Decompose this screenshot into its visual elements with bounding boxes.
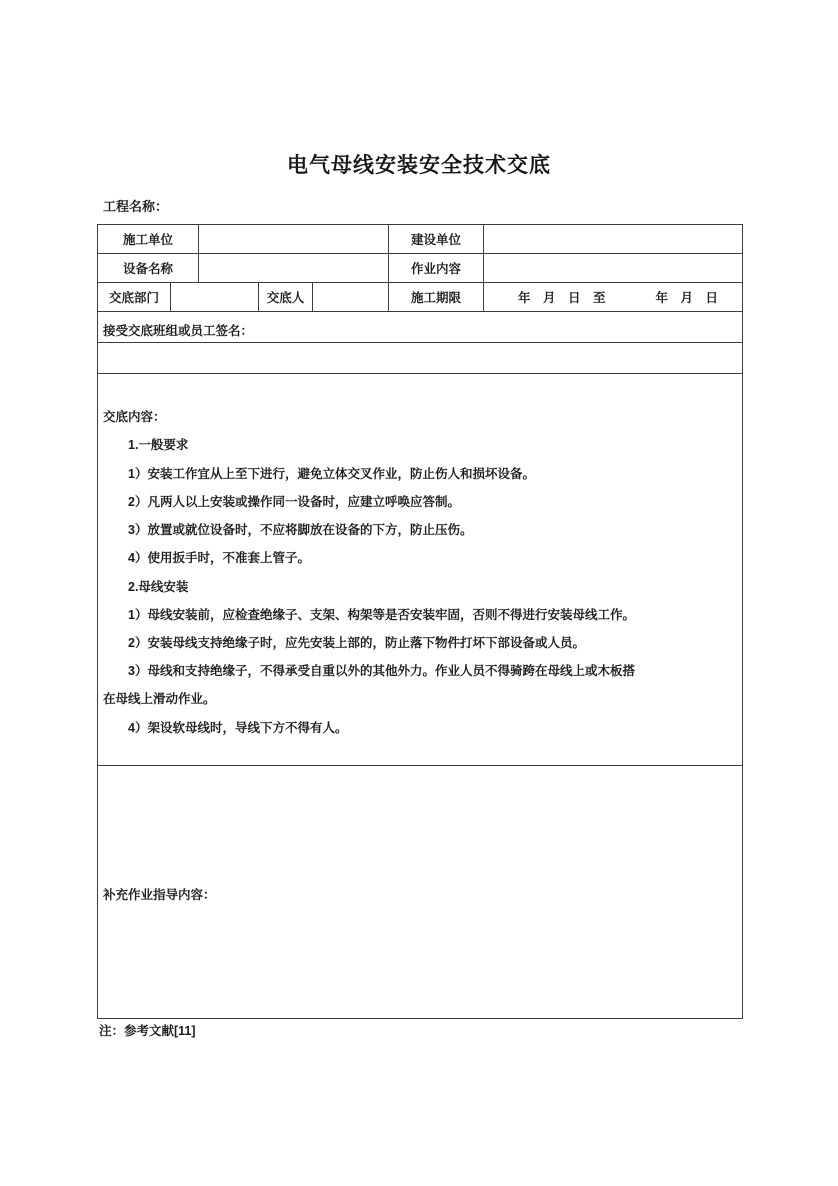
- disclosure-line: 4）架设软母线时，导线下方不得有人。: [128, 720, 348, 735]
- construction-unit-label: 施工单位: [98, 225, 199, 254]
- disclosure-line: 3）母线和支持绝缘子，不得承受自重以外的其他外力。作业人员不得骑跨在母线上或木板搭: [128, 664, 635, 679]
- disclosure-dept-label: 交底部门: [98, 283, 171, 312]
- disclosure-line: 在母线上滑动作业。: [103, 692, 216, 707]
- construction-period-label: 施工期限: [389, 283, 484, 312]
- disclosure-content-header: 交底内容：: [103, 410, 166, 425]
- equipment-name-label: 设备名称: [98, 254, 199, 283]
- disclosure-line: 2）凡两人以上安装或操作同一设备时，应建立呼唤应答制。: [128, 494, 460, 509]
- disclosure-line: 2.母线安装: [128, 579, 189, 594]
- disclosure-content-cell: [98, 374, 743, 766]
- table-row: [98, 283, 743, 312]
- disclosure-line: 2）安装母线支持绝缘子时，应先安装上部的，防止落下物件打坏下部设备或人员。: [128, 635, 585, 650]
- supplement-header: 补充作业指导内容：: [103, 887, 216, 902]
- table-row: [98, 374, 743, 766]
- disclosure-line: 3）放置或就位设备时，不应将脚放在设备的下方，防止压伤。: [128, 523, 473, 538]
- discloser-value: [313, 283, 389, 312]
- page-title: 电气母线安装安全技术交底: [287, 154, 551, 177]
- work-content-value: [484, 254, 743, 283]
- construction-unit-value: [199, 225, 389, 254]
- project-name-label: 工程名称：: [103, 199, 169, 214]
- discloser-label: 交底人: [259, 283, 313, 312]
- work-content-label: 作业内容: [389, 254, 484, 283]
- owner-unit-label: 建设单位: [389, 225, 484, 254]
- disclosure-dept-value: [171, 283, 259, 312]
- disclosure-line: 1.一般要求: [128, 438, 189, 453]
- table-row: [98, 312, 743, 343]
- disclosure-line: 1）安装工作宜从上至下进行，避免立体交叉作业，防止伤人和损坏设备。: [128, 466, 535, 481]
- table-row: [98, 343, 743, 374]
- table-row: [98, 225, 743, 254]
- signature-value: [98, 343, 743, 374]
- signature-label: 接受交底班组或员工签名：: [98, 312, 743, 343]
- supplement-content-cell: [98, 766, 743, 1019]
- disclosure-form-table: [97, 224, 743, 1019]
- construction-period-value: 年 月 日 至 年 月 日: [484, 283, 743, 312]
- owner-unit-value: [484, 225, 743, 254]
- equipment-name-value: [199, 254, 389, 283]
- disclosure-line: 4）使用扳手时，不准套上管子。: [128, 551, 310, 566]
- table-row: [98, 254, 743, 283]
- table-row: [98, 766, 743, 1019]
- disclosure-line: 1）母线安装前，应检查绝缘子、支架、构架等是否安装牢固，否则不得进行安装母线工作。: [128, 607, 635, 622]
- reference-note: 注：参考文献[11]: [99, 1024, 196, 1038]
